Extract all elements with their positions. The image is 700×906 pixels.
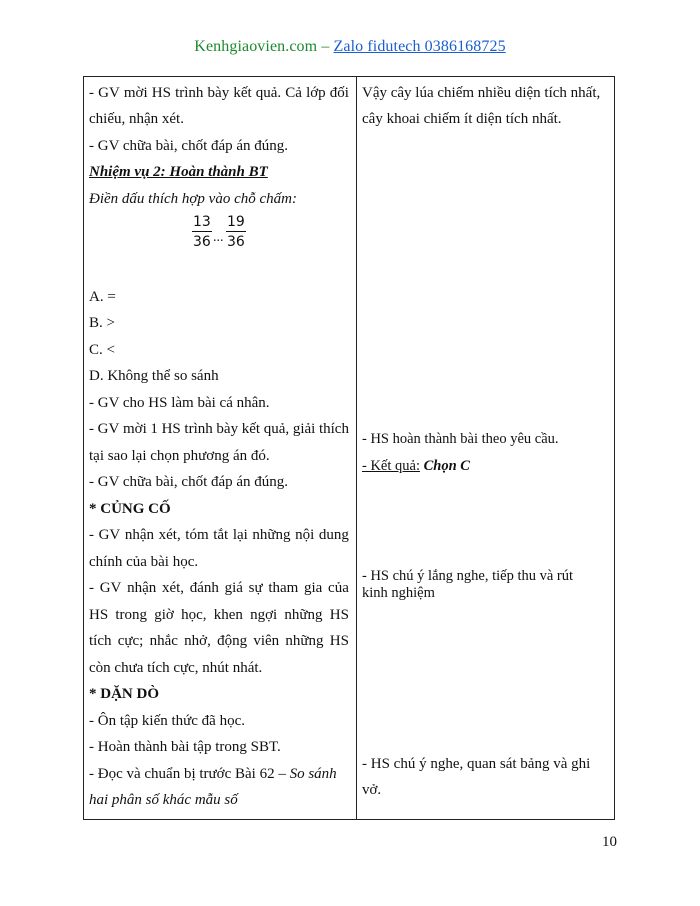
- page-header: [0, 38, 700, 56]
- word: nhận: [127, 580, 157, 596]
- left-line-3: - GV chữa bài, chốt đáp án đúng.: [89, 138, 289, 154]
- fraction-left-numerator: 13: [193, 214, 211, 230]
- word: nhở,: [184, 633, 211, 649]
- fraction-right: [226, 214, 246, 250]
- left-line-15: - Hoàn thành bài tập trong SBT.: [89, 739, 281, 755]
- task2-title: Nhiệm vụ 2: Hoàn thành BT: [89, 164, 268, 180]
- left-line-16-prefix: - Đọc và chuẩn bị trước Bài 62 –: [89, 766, 290, 782]
- contact-link[interactable]: Zalo fidutech 0386168725: [333, 38, 506, 55]
- fraction-dots: ...: [213, 230, 224, 245]
- word: Cả: [285, 85, 302, 101]
- right-line-4: [362, 456, 470, 476]
- fraction-right-denominator: 36: [227, 234, 245, 250]
- word: mời: [122, 421, 147, 437]
- word: bày: [216, 421, 239, 437]
- word: trình: [184, 421, 213, 437]
- header-separator: –: [321, 38, 330, 55]
- word: bày: [207, 85, 230, 101]
- right-line-5: - HS chú ý lắng nghe, tiếp thu và rút: [362, 568, 574, 584]
- word: GV: [97, 421, 120, 437]
- fraction-left: [192, 214, 212, 250]
- left-line-11: [89, 605, 349, 625]
- right-line-3: - HS hoàn thành bài theo yêu cầu.: [362, 431, 559, 447]
- word: -: [89, 527, 94, 543]
- word: học,: [181, 607, 207, 623]
- word: thích: [318, 421, 349, 437]
- word: những: [285, 633, 324, 649]
- word: HS: [329, 633, 349, 649]
- option-b: B. >: [89, 315, 115, 331]
- word: những: [284, 607, 323, 623]
- task2-instruction: Điền dấu thích hợp vào chỗ chấm:: [89, 191, 297, 207]
- word: HS: [151, 85, 171, 101]
- word: kết: [241, 421, 261, 437]
- word: HS: [329, 607, 349, 623]
- left-line-10: [89, 578, 349, 598]
- word: tắt: [213, 527, 229, 543]
- left-line-14: - Ôn tập kiến thức đã học.: [89, 713, 245, 729]
- right-line-7: - HS chú ý nghe, quan sát bảng và ghi: [362, 756, 591, 772]
- word: -: [89, 85, 94, 101]
- word: lại: [232, 527, 248, 543]
- word: ngợi: [250, 607, 278, 623]
- left-line-1: [89, 83, 349, 103]
- right-line-2: cây khoai chiếm ít diện tích nhất.: [362, 111, 562, 127]
- word: HS: [161, 421, 181, 437]
- result-value: Chọn C: [423, 458, 470, 474]
- option-a: A. =: [89, 289, 116, 305]
- word: giá: [224, 580, 243, 596]
- word: những: [252, 527, 291, 543]
- fraction-left-denominator: 36: [193, 234, 211, 250]
- option-c: C. <: [89, 342, 115, 358]
- left-line-9: chính của bài học.: [89, 554, 199, 570]
- column-divider: [356, 76, 357, 820]
- fraction-right-numerator: 19: [227, 214, 245, 230]
- right-line-6: kinh nghiệm: [362, 585, 435, 601]
- left-line-4: - GV cho HS làm bài cá nhân.: [89, 395, 270, 411]
- page-number: 10: [602, 834, 617, 850]
- word: tham: [268, 580, 299, 596]
- left-line-13: còn chưa tích cực, nhút nhát.: [89, 660, 263, 676]
- word: 1: [150, 421, 158, 437]
- word: nhắc: [149, 633, 178, 649]
- left-line-17: hai phân số khác mẫu số: [89, 792, 238, 808]
- word: nhận: [124, 527, 155, 543]
- word: xét,: [161, 580, 185, 596]
- word: quả.: [255, 85, 282, 101]
- word: giờ: [154, 607, 174, 623]
- left-line-12: [89, 631, 349, 651]
- word: viên: [253, 633, 280, 649]
- word: tóm: [185, 527, 209, 543]
- word: mời: [123, 85, 148, 101]
- word: lớp: [306, 85, 326, 101]
- word: trong: [115, 607, 148, 623]
- right-line-1: Vậy cây lúa chiếm nhiều diện tích nhất,: [362, 85, 601, 101]
- word: tích: [89, 633, 112, 649]
- left-line-5: [89, 419, 349, 439]
- word: sự: [248, 580, 263, 596]
- word: dung: [318, 527, 349, 543]
- left-line-16-title: So sánh: [289, 766, 337, 782]
- result-label: - Kết quả:: [362, 458, 420, 474]
- word: GV: [98, 527, 121, 543]
- word: gia: [304, 580, 323, 596]
- word: đối: [329, 85, 349, 101]
- word: trình: [175, 85, 204, 101]
- word: đánh: [189, 580, 219, 596]
- left-line-7: - GV chữa bài, chốt đáp án đúng.: [89, 474, 289, 490]
- word: giải: [292, 421, 316, 437]
- word: động: [217, 633, 248, 649]
- word: GV: [98, 85, 120, 101]
- word: cực;: [117, 633, 144, 649]
- word: của: [328, 580, 349, 596]
- right-line-8: vở.: [362, 782, 382, 798]
- word: khen: [213, 607, 243, 623]
- consolidate-title: * CỦNG CỐ: [89, 501, 171, 517]
- word: quả,: [263, 421, 290, 437]
- option-d: D. Không thể so sánh: [89, 368, 219, 384]
- homework-title: * DẶN DÒ: [89, 686, 159, 702]
- left-line-2: chiếu, nhận xét.: [89, 111, 184, 127]
- word: xét,: [158, 527, 181, 543]
- word: HS: [89, 607, 109, 623]
- word: -: [89, 421, 94, 437]
- site-name: Kenhgiaovien.com: [194, 38, 318, 55]
- left-line-6: tại sao lại chọn phương án đó.: [89, 448, 270, 464]
- left-line-16: [89, 764, 337, 784]
- left-line-8: [89, 525, 349, 545]
- word: GV: [99, 580, 122, 596]
- word: -: [89, 580, 94, 596]
- word: nội: [295, 527, 315, 543]
- word: kết: [233, 85, 252, 101]
